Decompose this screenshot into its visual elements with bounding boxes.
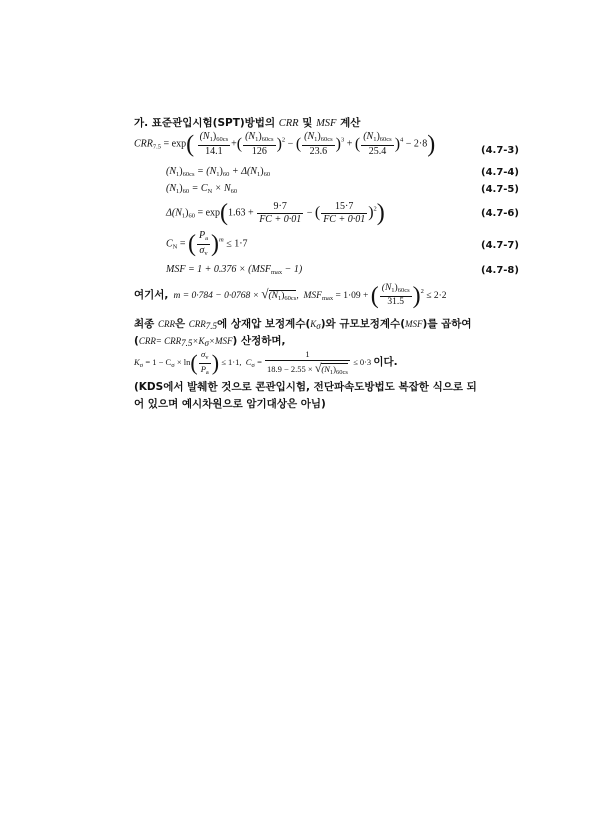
eq-number-4-7-8: (4.7-8) bbox=[481, 265, 519, 276]
eq1-lhs-sub: 7.5 bbox=[152, 143, 162, 151]
eq-number-4-7-5: (4.7-5) bbox=[481, 184, 519, 195]
eq-number-4-7-3: (4.7-3) bbox=[481, 145, 519, 156]
eq1-exp: = exp bbox=[163, 138, 187, 150]
equation-crr75: $CRR_{7.5} = \exp$( $\frac{(N_1)_{60cs}}{14.1}$ +( $\frac{(N_1)_{60cs}}{126}$ )$^2$ − ( $\frac{(N_1)_{60cs}}{23.6}$ )$^3$ + ( $\frac{(N_1)_{60cs}}{25.4}$ )$^4$ − 2·8) bbox=[134, 131, 436, 158]
eq1-term4: $\frac{(N_1)_{60cs}}{25.4}$ bbox=[363, 131, 392, 157]
final-paragraph-line1: 최종 CRR은 CRR7.5에 상재압 보정계수(Kσ)와 규모보정계수(MSF)를 곱하여 bbox=[134, 318, 472, 331]
eq1-term2: $\frac{(N_1)_{60cs}}{126}$ bbox=[245, 131, 274, 157]
equation-n1-60: $(N_1)_{60} = C_N \times N_{60}$ bbox=[166, 183, 238, 195]
note-line1: (KDS에서 발췌한 것으로 콘관입시험, 전단파속도방법도 복잡한 식으로 되 bbox=[134, 381, 477, 393]
eq-number-4-7-6: (4.7-6) bbox=[481, 208, 519, 219]
eq1-term1: $\frac{(N_1)_{60cs}}{14.1}$ bbox=[199, 131, 229, 157]
k-sigma-line: $K_\sigma = 1 - C_\sigma \times \ln$( $\frac{\sigma_v}{P_a}$ ) ≤ 1·1, $C_\sigma$ = $\frac{1}{18.9 - 2.55 \times √(N_1)_{60cs}}$ ≤ 0·3 이다. bbox=[134, 349, 398, 376]
final-paragraph-line2: (CRR= CRR7.5×Kσ×MSF) 산정하며, bbox=[134, 335, 286, 348]
eq-number-4-7-4: (4.7-4) bbox=[481, 167, 519, 178]
equation-cn: $C_N$ = ( $\frac{P_a}{\sigma_v}$ )$^m$ ≤ 1·7 bbox=[166, 230, 248, 257]
equation-n1-60cs: $(N_1)_{60cs} = (N_1)_{60} + \Delta(N_1)_{60}$ bbox=[166, 166, 271, 178]
section-header bbox=[134, 115, 360, 130]
where-line: 여기서, $m = 0\cdot 784 - 0\cdot 0768 \times √(N_1)_{60cs}$, $MSF_{max} = 1\cdot 09$ + ( $\frac{(N_1)_{60cs}}{31.5}$ )$^2$ ≤ 2·2 bbox=[134, 282, 447, 309]
equation-msf: MSF = $1 + 0.376 \times (MSF_{max} - 1)$ bbox=[166, 264, 303, 276]
where-label: 여기서, bbox=[134, 289, 169, 301]
header-suffix: 계산 bbox=[336, 117, 361, 129]
header-prefix: 가. 표준관입시험(SPT)방법의 bbox=[134, 117, 279, 129]
equation-delta-n1-60: $\Delta(N_1)_{60} = \exp(1.63$ + $\frac{9\cdot 7}{FC + 0\cdot 01}$ − ( $\frac{15\cdot 7}{FC + 0\cdot 01}$ )$^2$) bbox=[166, 200, 385, 226]
eq-number-4-7-7: (4.7-7) bbox=[481, 240, 519, 251]
eq1-term3: $\frac{(N_1)_{60cs}}{23.6}$ bbox=[304, 131, 333, 157]
eq1-lhs: CRR bbox=[134, 138, 153, 150]
header-and: 및 bbox=[298, 117, 317, 129]
header-msf: MSF bbox=[316, 118, 337, 129]
note-line2: 어 있으며 예시차원으로 암기대상은 아님) bbox=[134, 398, 326, 410]
header-crr: CRR bbox=[278, 118, 299, 129]
